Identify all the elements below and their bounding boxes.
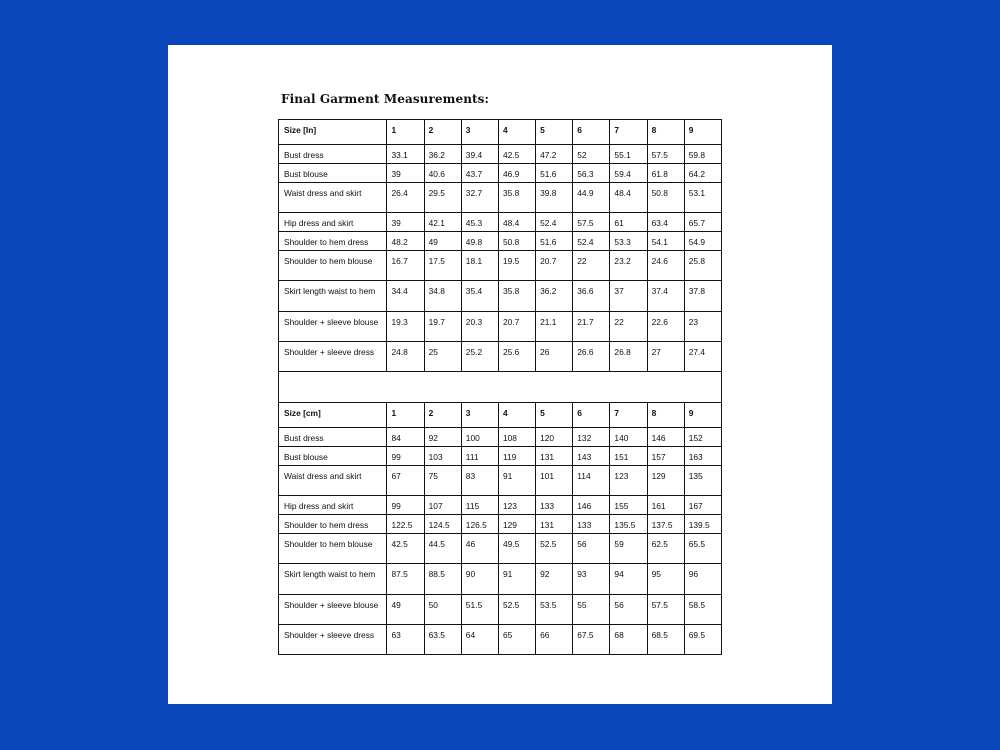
table-cell: 155 [610,496,647,515]
table-cell: 49.8 [461,232,498,251]
table-cell: 55.1 [610,145,647,164]
table-cell: 48.2 [387,232,424,251]
table-cell: 100 [461,428,498,447]
table-cell: 96 [684,564,721,595]
table-cell: 56.3 [573,164,610,183]
table-cell: 24.8 [387,342,424,372]
table-cell: 50 [424,595,461,625]
table-row [279,164,722,183]
table-cell: 84 [387,428,424,447]
table-cell: 115 [461,496,498,515]
table-cell: 152 [684,428,721,447]
table-cell: 49 [424,232,461,251]
table-row [279,515,722,534]
table-cell: 126.5 [461,515,498,534]
table-cell: 61.8 [647,164,684,183]
table-cell: 25.6 [498,342,535,372]
table-cell: 52 [573,145,610,164]
table-cell: 139.5 [684,515,721,534]
table-cell: 22.6 [647,312,684,342]
table-cell: 52.5 [498,595,535,625]
table-row [279,213,722,232]
table-cell: 99 [387,496,424,515]
table-cell: 27.4 [684,342,721,372]
table-row [279,466,722,496]
table-cell: 58.5 [684,595,721,625]
table-row [279,447,722,466]
inch-size-1-header: 1 [387,120,424,145]
table-cell: 26.8 [610,342,647,372]
inch-row-label: Skirt length waist to hem [279,281,387,312]
table-cell: 36.2 [536,281,573,312]
table-cell: 65.7 [684,213,721,232]
table-cell: 29.5 [424,183,461,213]
cm-size-8-header: 8 [647,403,684,428]
cm-size-header: Size [cm] [279,403,387,428]
inch-row-label: Hip dress and skirt [279,213,387,232]
table-cell: 95 [647,564,684,595]
cm-size-2-header: 2 [424,403,461,428]
table-cell: 68 [610,625,647,655]
inch-size-header: Size [In] [279,120,387,145]
cm-size-7-header: 7 [610,403,647,428]
table-cell: 20.3 [461,312,498,342]
table-cell: 56 [573,534,610,564]
inch-size-7-header: 7 [610,120,647,145]
table-cell: 124.5 [424,515,461,534]
cm-row-label: Shoulder + sleeve blouse [279,595,387,625]
table-cell: 67.5 [573,625,610,655]
table-cell: 46 [461,534,498,564]
table-cell: 101 [536,466,573,496]
cm-size-4-header: 4 [498,403,535,428]
table-row [279,232,722,251]
table-cell: 59 [610,534,647,564]
measurements-table [278,119,722,655]
table-row [279,496,722,515]
table-cell: 19.5 [498,251,535,281]
table-cell: 40.6 [424,164,461,183]
table-cell: 137.5 [647,515,684,534]
table-cell: 24.6 [647,251,684,281]
table-row [279,342,722,372]
inch-size-2-header: 2 [424,120,461,145]
table-cell: 119 [498,447,535,466]
table-cell: 55 [573,595,610,625]
table-cell: 143 [573,447,610,466]
table-cell: 52.4 [536,213,573,232]
table-cell: 52.5 [536,534,573,564]
table-cell: 34.4 [387,281,424,312]
inch-size-5-header: 5 [536,120,573,145]
table-cell: 87.5 [387,564,424,595]
cm-row-label: Hip dress and skirt [279,496,387,515]
table-cell: 53.3 [610,232,647,251]
table-cell: 66 [536,625,573,655]
table-cell: 37.8 [684,281,721,312]
cm-row-label: Bust blouse [279,447,387,466]
table-cell: 42.1 [424,213,461,232]
table-cell: 75 [424,466,461,496]
inch-row-label: Bust blouse [279,164,387,183]
table-cell: 123 [498,496,535,515]
table-cell: 63.5 [424,625,461,655]
table-cell: 27 [647,342,684,372]
table-cell: 69.5 [684,625,721,655]
table-cell: 133 [536,496,573,515]
table-cell: 135.5 [610,515,647,534]
table-cell: 133 [573,515,610,534]
inch-row-label: Waist dress and skirt [279,183,387,213]
table-cell: 39.8 [536,183,573,213]
table-cell: 42.5 [498,145,535,164]
table-cell: 135 [684,466,721,496]
inch-size-6-header: 6 [573,120,610,145]
table-cell: 108 [498,428,535,447]
table-cell: 22 [573,251,610,281]
table-cell: 140 [610,428,647,447]
cm-size-5-header: 5 [536,403,573,428]
table-cell: 122.5 [387,515,424,534]
table-cell: 22 [610,312,647,342]
table-cell: 123 [610,466,647,496]
inch-row-label: Shoulder to hem dress [279,232,387,251]
table-row [279,183,722,213]
inch-row-label: Shoulder to hem blouse [279,251,387,281]
table-cell: 35.4 [461,281,498,312]
table-cell: 146 [647,428,684,447]
inch-row-label: Bust dress [279,145,387,164]
table-cell: 57.5 [573,213,610,232]
table-cell: 43.7 [461,164,498,183]
table-cell: 20.7 [536,251,573,281]
table-cell: 20.7 [498,312,535,342]
table-spacer-row [279,372,722,403]
table-cell: 26 [536,342,573,372]
table-cell: 39 [387,164,424,183]
table-cell: 63 [387,625,424,655]
table-cell: 46.9 [498,164,535,183]
table-cell: 35.8 [498,183,535,213]
document-page [168,45,832,704]
table-cell: 42.5 [387,534,424,564]
table-cell: 99 [387,447,424,466]
table-cell: 59.8 [684,145,721,164]
table-cell: 91 [498,564,535,595]
table-cell: 129 [498,515,535,534]
table-cell: 54.1 [647,232,684,251]
table-cell: 44.9 [573,183,610,213]
table-cell: 65 [498,625,535,655]
inch-size-4-header: 4 [498,120,535,145]
table-cell: 17.5 [424,251,461,281]
table-cell: 131 [536,515,573,534]
cm-row-label: Shoulder to hem dress [279,515,387,534]
table-cell: 18.1 [461,251,498,281]
table-cell: 120 [536,428,573,447]
table-cell: 107 [424,496,461,515]
table-cell: 19.3 [387,312,424,342]
table-cell: 167 [684,496,721,515]
cm-row-label: Skirt length waist to hem [279,564,387,595]
table-cell: 25 [424,342,461,372]
spacer-cell [279,372,722,403]
table-row [279,595,722,625]
table-cell: 157 [647,447,684,466]
table-row [279,145,722,164]
table-cell: 92 [536,564,573,595]
table-row [279,251,722,281]
table-row [279,564,722,595]
table-cell: 35.8 [498,281,535,312]
cm-row-label: Shoulder to hem blouse [279,534,387,564]
table-cell: 161 [647,496,684,515]
table-cell: 36.6 [573,281,610,312]
table-cell: 49 [387,595,424,625]
table-cell: 54.9 [684,232,721,251]
table-cell: 36.2 [424,145,461,164]
cm-row-label: Bust dress [279,428,387,447]
table-cell: 23.2 [610,251,647,281]
cm-size-9-header: 9 [684,403,721,428]
table-cell: 39.4 [461,145,498,164]
inch-row-label: Shoulder + sleeve dress [279,342,387,372]
table-cell: 50.8 [498,232,535,251]
table-row [279,625,722,655]
table-cell: 44.5 [424,534,461,564]
inch-size-9-header: 9 [684,120,721,145]
table-cell: 50.8 [647,183,684,213]
table-cell: 51.6 [536,164,573,183]
table-cell: 53.1 [684,183,721,213]
table-cell: 16.7 [387,251,424,281]
table-cell: 163 [684,447,721,466]
table-cell: 64.2 [684,164,721,183]
table-cell: 111 [461,447,498,466]
table-cell: 146 [573,496,610,515]
table-cell: 132 [573,428,610,447]
table-cell: 32.7 [461,183,498,213]
table-cell: 48.4 [498,213,535,232]
table-cell: 151 [610,447,647,466]
inch-size-3-header: 3 [461,120,498,145]
table-cell: 37 [610,281,647,312]
table-cell: 53.5 [536,595,573,625]
table-cell: 114 [573,466,610,496]
inch-size-8-header: 8 [647,120,684,145]
table-cell: 51.5 [461,595,498,625]
table-cell: 63.4 [647,213,684,232]
table-cell: 67 [387,466,424,496]
page-title: Final Garment Measurements: [281,92,490,106]
cm-row-label: Shoulder + sleeve dress [279,625,387,655]
table-cell: 91 [498,466,535,496]
inch-header-row [279,120,722,145]
table-cell: 103 [424,447,461,466]
table-cell: 45.3 [461,213,498,232]
table-cell: 52.4 [573,232,610,251]
table-cell: 47.2 [536,145,573,164]
table-cell: 23 [684,312,721,342]
table-cell: 34.8 [424,281,461,312]
table-cell: 57.5 [647,145,684,164]
table-cell: 94 [610,564,647,595]
table-cell: 21.1 [536,312,573,342]
table-cell: 56 [610,595,647,625]
table-cell: 48.4 [610,183,647,213]
table-cell: 129 [647,466,684,496]
table-cell: 25.8 [684,251,721,281]
table-cell: 26.6 [573,342,610,372]
table-cell: 19.7 [424,312,461,342]
cm-size-3-header: 3 [461,403,498,428]
table-cell: 88.5 [424,564,461,595]
table-cell: 39 [387,213,424,232]
table-cell: 90 [461,564,498,595]
table-row [279,534,722,564]
table-cell: 92 [424,428,461,447]
table-cell: 59.4 [610,164,647,183]
table-cell: 49.5 [498,534,535,564]
table-cell: 61 [610,213,647,232]
table-cell: 65.5 [684,534,721,564]
cm-header-row [279,403,722,428]
table-cell: 51.6 [536,232,573,251]
table-cell: 57.5 [647,595,684,625]
table-cell: 62.5 [647,534,684,564]
table-cell: 25.2 [461,342,498,372]
table-cell: 93 [573,564,610,595]
table-row [279,312,722,342]
cm-row-label: Waist dress and skirt [279,466,387,496]
cm-size-1-header: 1 [387,403,424,428]
table-row [279,281,722,312]
table-cell: 83 [461,466,498,496]
table-cell: 21.7 [573,312,610,342]
inch-row-label: Shoulder + sleeve blouse [279,312,387,342]
table-row [279,428,722,447]
table-cell: 64 [461,625,498,655]
table-cell: 37.4 [647,281,684,312]
cm-size-6-header: 6 [573,403,610,428]
table-cell: 131 [536,447,573,466]
table-cell: 26.4 [387,183,424,213]
table-cell: 68.5 [647,625,684,655]
table-cell: 33.1 [387,145,424,164]
